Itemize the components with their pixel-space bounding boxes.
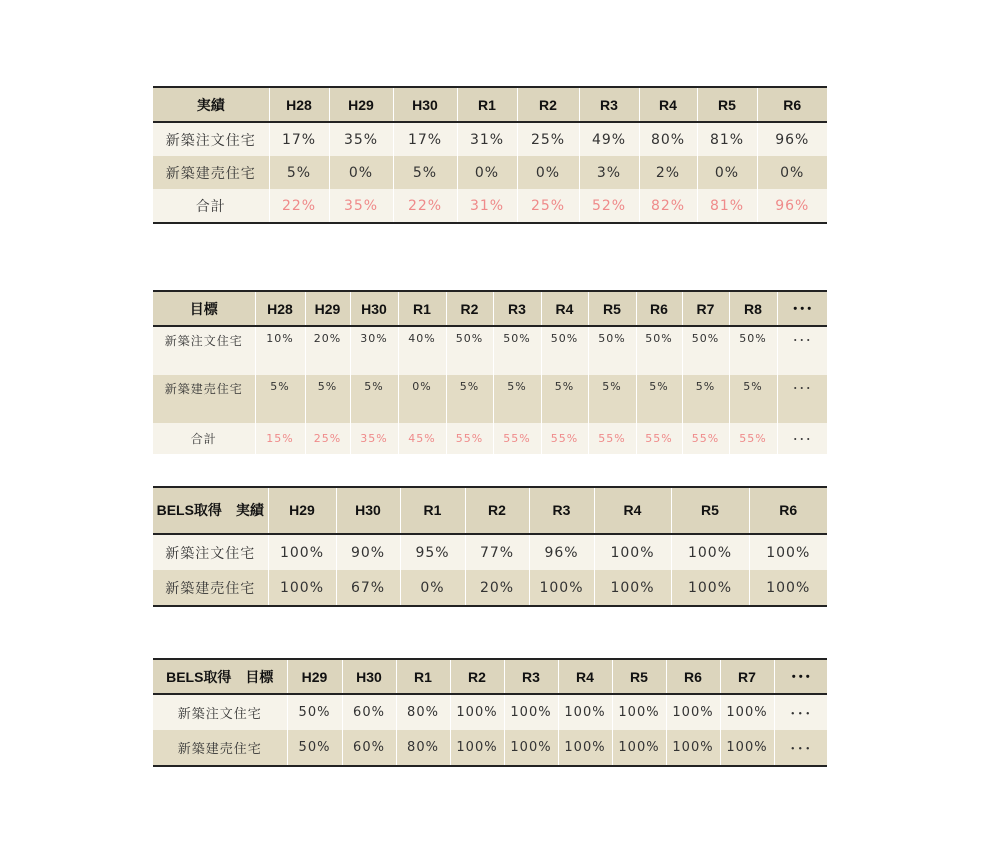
total-cell: 22% [393, 189, 457, 223]
value-cell: 50% [446, 326, 493, 375]
total-row [153, 423, 827, 454]
total-cell: 55% [588, 423, 636, 454]
targets-table [153, 290, 827, 454]
header-cell: 実績 [153, 87, 269, 122]
value-cell: 100% [558, 694, 612, 730]
value-cell: 100% [558, 730, 612, 766]
header-cell: R5 [588, 291, 636, 326]
header-cell: R6 [666, 659, 720, 694]
value-cell: 30% [350, 326, 398, 375]
row-label: 新築注文住宅 [153, 326, 255, 375]
value-cell: 50% [636, 326, 682, 375]
header-cell: R8 [729, 291, 777, 326]
value-cell: 80% [396, 694, 450, 730]
header-cell: R3 [579, 87, 639, 122]
value-cell: 40% [398, 326, 446, 375]
value-cell: 60% [342, 730, 396, 766]
ellipsis-cell: ･･･ [774, 730, 827, 766]
value-cell: 100% [612, 730, 666, 766]
value-cell: 17% [269, 122, 329, 156]
value-cell: 17% [393, 122, 457, 156]
header-cell: H30 [393, 87, 457, 122]
value-cell: 2% [639, 156, 697, 189]
value-cell: 3% [579, 156, 639, 189]
value-cell: 100% [268, 570, 336, 606]
value-cell: 0% [398, 375, 446, 423]
bels-results-table [153, 486, 827, 607]
value-cell: 5% [255, 375, 305, 423]
ellipsis-cell: ･･･ [777, 375, 827, 423]
table-row [153, 156, 827, 189]
header-cell: R6 [749, 487, 827, 534]
header-cell: R3 [493, 291, 541, 326]
value-cell: 50% [287, 694, 342, 730]
value-cell: 50% [729, 326, 777, 375]
row-label: 新築建売住宅 [153, 375, 255, 423]
total-cell: 52% [579, 189, 639, 223]
ellipsis-cell: ･･･ [777, 326, 827, 375]
value-cell: 100% [450, 730, 504, 766]
table-header-row [153, 487, 827, 534]
value-cell: 5% [269, 156, 329, 189]
header-cell: R3 [504, 659, 558, 694]
header-cell: R4 [639, 87, 697, 122]
value-cell: 100% [671, 534, 749, 570]
value-cell: 50% [682, 326, 729, 375]
header-cell: R7 [682, 291, 729, 326]
value-cell: 5% [446, 375, 493, 423]
total-cell: 55% [541, 423, 588, 454]
row-label: 合計 [153, 189, 269, 223]
value-cell: 96% [529, 534, 594, 570]
header-cell: H30 [350, 291, 398, 326]
header-cell: ･･･ [774, 659, 827, 694]
value-cell: 5% [305, 375, 350, 423]
ellipsis-cell: ･･･ [777, 423, 827, 454]
value-cell: 100% [504, 694, 558, 730]
header-cell: H29 [305, 291, 350, 326]
total-cell: 35% [350, 423, 398, 454]
total-cell: 55% [636, 423, 682, 454]
value-cell: 100% [720, 694, 774, 730]
total-row [153, 189, 827, 223]
value-cell: 25% [517, 122, 579, 156]
value-cell: 100% [594, 534, 671, 570]
value-cell: 10% [255, 326, 305, 375]
header-cell: H30 [342, 659, 396, 694]
header-cell: R2 [446, 291, 493, 326]
total-cell: 55% [493, 423, 541, 454]
total-cell: 82% [639, 189, 697, 223]
value-cell: 96% [757, 122, 827, 156]
value-cell: 80% [396, 730, 450, 766]
total-cell: 22% [269, 189, 329, 223]
total-cell: 45% [398, 423, 446, 454]
value-cell: 100% [612, 694, 666, 730]
value-cell: 80% [639, 122, 697, 156]
header-cell: R4 [594, 487, 671, 534]
value-cell: 0% [757, 156, 827, 189]
value-cell: 5% [682, 375, 729, 423]
table-row [153, 570, 827, 606]
header-cell: H30 [336, 487, 400, 534]
value-cell: 100% [450, 694, 504, 730]
table-header-row [153, 659, 827, 694]
value-cell: 5% [393, 156, 457, 189]
value-cell: 0% [457, 156, 517, 189]
row-label: 合計 [153, 423, 255, 454]
value-cell: 0% [400, 570, 465, 606]
header-cell: R1 [400, 487, 465, 534]
row-label: 新築建売住宅 [153, 156, 269, 189]
row-label: 新築注文住宅 [153, 122, 269, 156]
value-cell: 81% [697, 122, 757, 156]
header-cell: R6 [636, 291, 682, 326]
ellipsis-cell: ･･･ [774, 694, 827, 730]
value-cell: 50% [588, 326, 636, 375]
value-cell: 100% [504, 730, 558, 766]
value-cell: 100% [594, 570, 671, 606]
header-cell: R2 [450, 659, 504, 694]
header-cell: R7 [720, 659, 774, 694]
total-cell: 25% [517, 189, 579, 223]
bels-targets-table [153, 658, 827, 767]
table-row [153, 534, 827, 570]
header-cell: R4 [558, 659, 612, 694]
value-cell: 5% [493, 375, 541, 423]
header-cell: R4 [541, 291, 588, 326]
header-cell: R6 [757, 87, 827, 122]
value-cell: 5% [541, 375, 588, 423]
value-cell: 100% [666, 694, 720, 730]
value-cell: 20% [465, 570, 529, 606]
total-cell: 96% [757, 189, 827, 223]
table-row [153, 122, 827, 156]
value-cell: 50% [493, 326, 541, 375]
header-cell: ･･･ [777, 291, 827, 326]
header-cell: R5 [671, 487, 749, 534]
table-header-row [153, 87, 827, 122]
value-cell: 77% [465, 534, 529, 570]
table-row [153, 326, 827, 375]
value-cell: 100% [749, 570, 827, 606]
total-cell: 25% [305, 423, 350, 454]
value-cell: 5% [588, 375, 636, 423]
total-cell: 55% [682, 423, 729, 454]
value-cell: 100% [749, 534, 827, 570]
value-cell: 95% [400, 534, 465, 570]
value-cell: 31% [457, 122, 517, 156]
row-label: 新築注文住宅 [153, 694, 287, 730]
header-cell: H29 [268, 487, 336, 534]
value-cell: 60% [342, 694, 396, 730]
header-cell: BELS取得 目標 [153, 659, 287, 694]
header-cell: R1 [398, 291, 446, 326]
value-cell: 50% [287, 730, 342, 766]
table-row [153, 730, 827, 766]
value-cell: 100% [529, 570, 594, 606]
total-cell: 55% [729, 423, 777, 454]
value-cell: 90% [336, 534, 400, 570]
value-cell: 0% [517, 156, 579, 189]
value-cell: 5% [729, 375, 777, 423]
table-row [153, 375, 827, 423]
total-cell: 15% [255, 423, 305, 454]
header-cell: H28 [255, 291, 305, 326]
header-cell: H28 [269, 87, 329, 122]
value-cell: 100% [666, 730, 720, 766]
header-cell: H29 [287, 659, 342, 694]
value-cell: 49% [579, 122, 639, 156]
header-cell: R1 [396, 659, 450, 694]
row-label: 新築建売住宅 [153, 730, 287, 766]
results-table [153, 86, 827, 224]
value-cell: 100% [268, 534, 336, 570]
value-cell: 35% [329, 122, 393, 156]
total-cell: 31% [457, 189, 517, 223]
table-header-row [153, 291, 827, 326]
total-cell: 81% [697, 189, 757, 223]
value-cell: 100% [671, 570, 749, 606]
header-cell: R5 [697, 87, 757, 122]
header-cell: R2 [517, 87, 579, 122]
header-cell: R2 [465, 487, 529, 534]
header-cell: R1 [457, 87, 517, 122]
value-cell: 5% [636, 375, 682, 423]
value-cell: 20% [305, 326, 350, 375]
total-cell: 55% [446, 423, 493, 454]
table-row [153, 694, 827, 730]
header-cell: R5 [612, 659, 666, 694]
value-cell: 0% [697, 156, 757, 189]
header-cell: H29 [329, 87, 393, 122]
value-cell: 50% [541, 326, 588, 375]
header-cell: BELS取得 実績 [153, 487, 268, 534]
value-cell: 0% [329, 156, 393, 189]
value-cell: 100% [720, 730, 774, 766]
header-cell: R3 [529, 487, 594, 534]
row-label: 新築建売住宅 [153, 570, 268, 606]
header-cell: 目標 [153, 291, 255, 326]
row-label: 新築注文住宅 [153, 534, 268, 570]
value-cell: 5% [350, 375, 398, 423]
total-cell: 35% [329, 189, 393, 223]
value-cell: 67% [336, 570, 400, 606]
